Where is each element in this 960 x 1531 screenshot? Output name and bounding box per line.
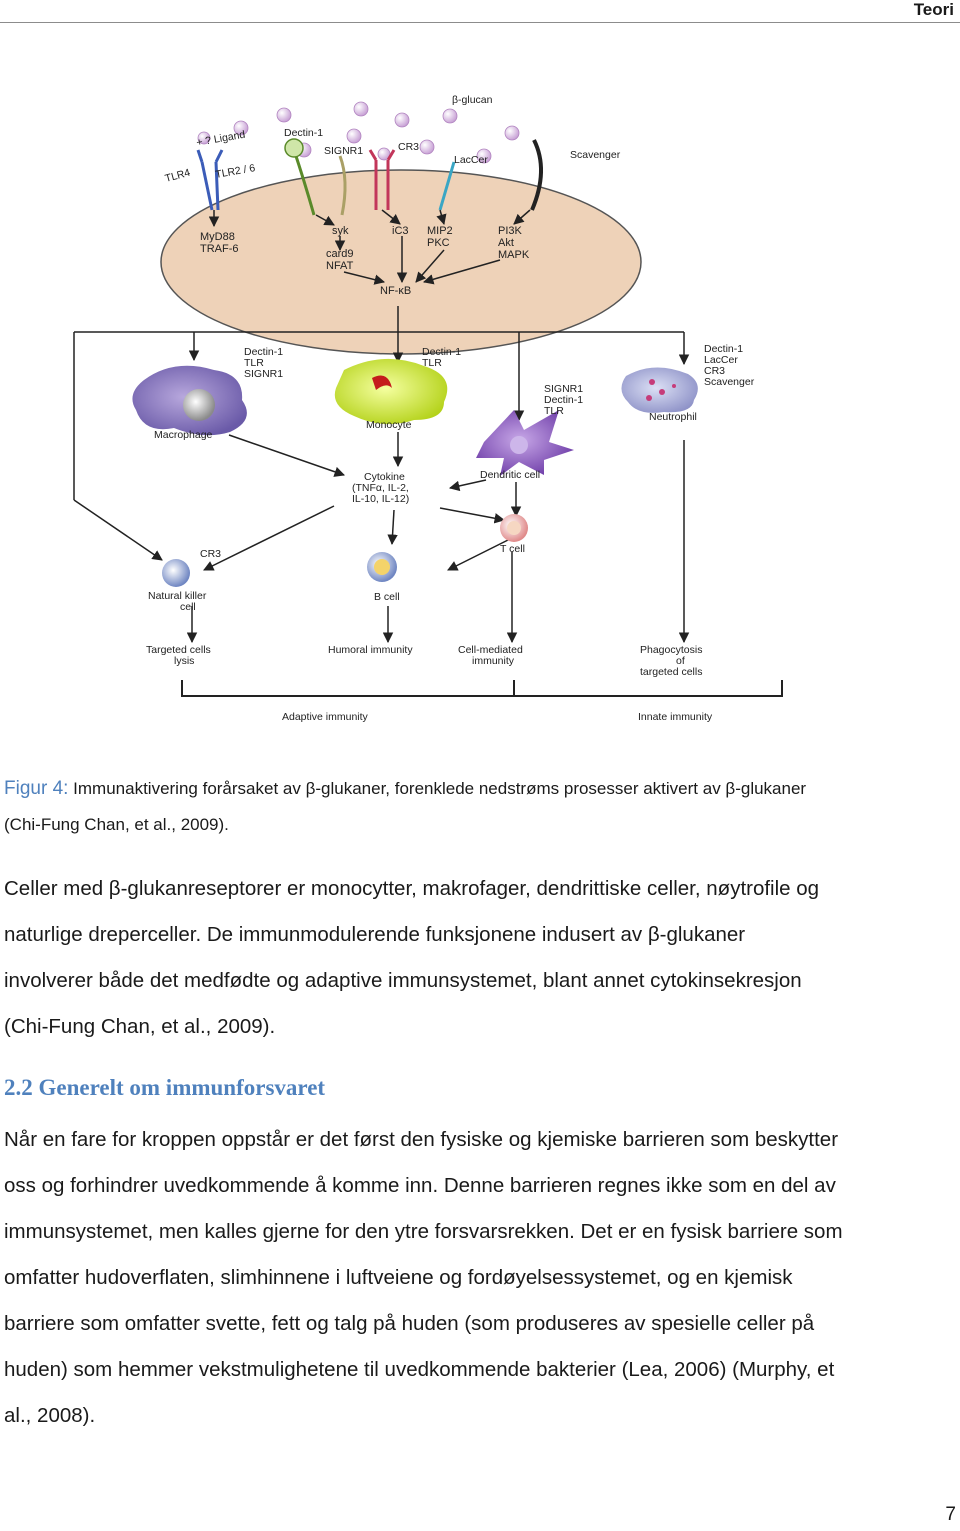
innate-immunity-label: Innate immunity	[638, 711, 713, 723]
signr1-label: SIGNR1	[324, 145, 364, 157]
page-number: 7	[945, 1504, 956, 1525]
dendritic-label: Dendritic cell	[480, 469, 541, 481]
card9-label: card9	[326, 248, 354, 260]
laccer-label: LacCer	[454, 154, 488, 166]
paragraph-line: involverer både det medfødte og adaptive immunsystemet, blant annet cytokinsekresjon	[4, 969, 802, 992]
paragraph-line: immunsystemet, men kalles gjerne for den ytre forsvarsrekken. Det er en fysisk barriere som	[4, 1220, 843, 1243]
cr3-label: CR3	[398, 141, 420, 153]
paragraph-receptors	[4, 866, 956, 1050]
outcome-phago-3: targeted cells	[640, 666, 703, 678]
ligand-label: + ? Ligand	[195, 128, 247, 149]
macrophage-label: Macrophage	[154, 429, 213, 441]
macrophage-nucleus	[183, 389, 215, 421]
nfkb-label: NF-κB	[380, 285, 412, 297]
monocyte-receptor-2: TLR	[422, 357, 442, 369]
paragraph-line: barriere som omfatter svette, fett og talg på huden (som produseres av spesielle celler på	[4, 1312, 815, 1335]
outcome-phago-1: Phagocytosis	[640, 644, 703, 656]
syk-label: syk	[332, 225, 349, 237]
outcome-humoral: Humoral immunity	[328, 644, 413, 656]
section-heading: 2.2 Generelt om immunforsvaret	[4, 1075, 326, 1100]
dendritic-receptor-2: Dectin-1	[544, 394, 584, 406]
macrophage-receptor-3: SIGNR1	[244, 368, 284, 380]
paragraph-line: (Chi-Fung Chan, et al., 2009).	[4, 1015, 276, 1038]
tcell-label: T cell	[500, 543, 525, 555]
traf6-label: TRAF-6	[200, 243, 239, 255]
pkc-label: PKC	[427, 237, 450, 249]
paragraph-line: Celler med β-glukanreseptorer er monocytter, makrofager, dendrittiske celler, nøytrofile og	[4, 877, 820, 900]
neutrophil-label: Neutrophil	[649, 411, 697, 423]
cell-membrane	[161, 170, 641, 354]
paragraph-line: naturlige dreperceller. De immunmodulerende funksjonene indusert av β-glukaner	[4, 923, 746, 946]
neutrophil-receptor-1: Dectin-1	[704, 343, 744, 355]
mapk-label: MAPK	[498, 249, 530, 261]
outcome-lysis-2: lysis	[174, 655, 195, 667]
caption-line-2: (Chi-Fung Chan, et al., 2009).	[4, 815, 229, 834]
outcome-phago-2: of	[676, 655, 685, 667]
akt-label: Akt	[498, 237, 514, 249]
paragraph-line: huden) som hemmer vekstmulighetene til uvedkommende bakterier (Lea, 2006) (Murphy, et	[4, 1358, 835, 1381]
caption-label: Figur 4:	[4, 778, 69, 799]
cytokine-arrows	[192, 432, 516, 642]
monocyte-label: Monocyte	[366, 419, 412, 431]
outcome-cellmed-1: Cell-mediated	[458, 644, 523, 656]
dendritic-receptor-1: SIGNR1	[544, 383, 584, 395]
ic3-label: iC3	[392, 225, 409, 237]
myd88-label: MyD88	[200, 231, 235, 243]
beta-glucan-label: β-glucan	[452, 94, 493, 106]
bcell-label: B cell	[374, 591, 400, 603]
cytokine-line-3: IL-10, IL-12)	[352, 493, 410, 505]
paragraph-line: oss og forhindrer uvedkommende å komme inn. Denne barrieren regnes ikke som en del av	[4, 1174, 836, 1197]
nfat-label: NFAT	[326, 260, 354, 272]
cytokine-line-1: Cytokine	[364, 471, 405, 483]
mip2-label: MIP2	[427, 225, 453, 237]
t-cell-nucleus	[507, 521, 521, 535]
figure-immune-activation	[4, 70, 864, 735]
outcome-lysis-1: Targeted cells	[146, 644, 211, 656]
nk-label-2: cell	[180, 601, 196, 613]
dendritic-cell	[476, 410, 574, 476]
pi3k-label: PI3K	[498, 225, 522, 237]
b-cell-nucleus	[374, 559, 390, 575]
dendritic-receptor-3: TLR	[544, 405, 564, 417]
adaptive-immunity-label: Adaptive immunity	[282, 711, 368, 723]
figure-caption	[4, 768, 954, 846]
nk-cr3-label: CR3	[200, 548, 222, 560]
immunity-bracket	[182, 680, 782, 696]
tlr26-label: TLR2 / 6	[214, 162, 257, 181]
paragraph-immune-defense	[4, 1117, 956, 1439]
dectin1-label: Dectin-1	[284, 127, 324, 139]
macrophage-receptor-1: Dectin-1	[244, 346, 284, 358]
outcome-cellmed-2: immunity	[472, 655, 515, 667]
nk-cell	[162, 559, 190, 587]
caption-text: Immunaktivering forårsaket av β-glukaner, forenklede nedstrøms prosesser aktivert av β-glukaner	[73, 779, 807, 798]
paragraph-line: Når en fare for kroppen oppstår er det først den fysiske og kjemiske barrieren som beskytter	[4, 1128, 839, 1151]
header-rule	[0, 22, 960, 23]
running-header: Teori	[913, 0, 954, 19]
cytokine-line-2: (TNFα, IL-2,	[352, 482, 409, 494]
monocyte-receptor-1: Dectin-1	[422, 346, 462, 358]
tlr4-label: TLR4	[163, 166, 192, 185]
macrophage-receptor-2: TLR	[244, 357, 264, 369]
paragraph-line: al., 2008).	[4, 1404, 96, 1427]
paragraph-line: omfatter hudoverflaten, slimhinnene i luftveiene og fordøyelsessystemet, og en kjemisk	[4, 1266, 793, 1289]
scavenger-label: Scavenger	[570, 149, 621, 161]
neutrophil-receptor-2: LacCer	[704, 354, 738, 366]
neutrophil-receptor-4: Scavenger	[704, 376, 755, 388]
nk-label-1: Natural killer	[148, 590, 207, 602]
neutrophil-receptor-3: CR3	[704, 365, 726, 377]
